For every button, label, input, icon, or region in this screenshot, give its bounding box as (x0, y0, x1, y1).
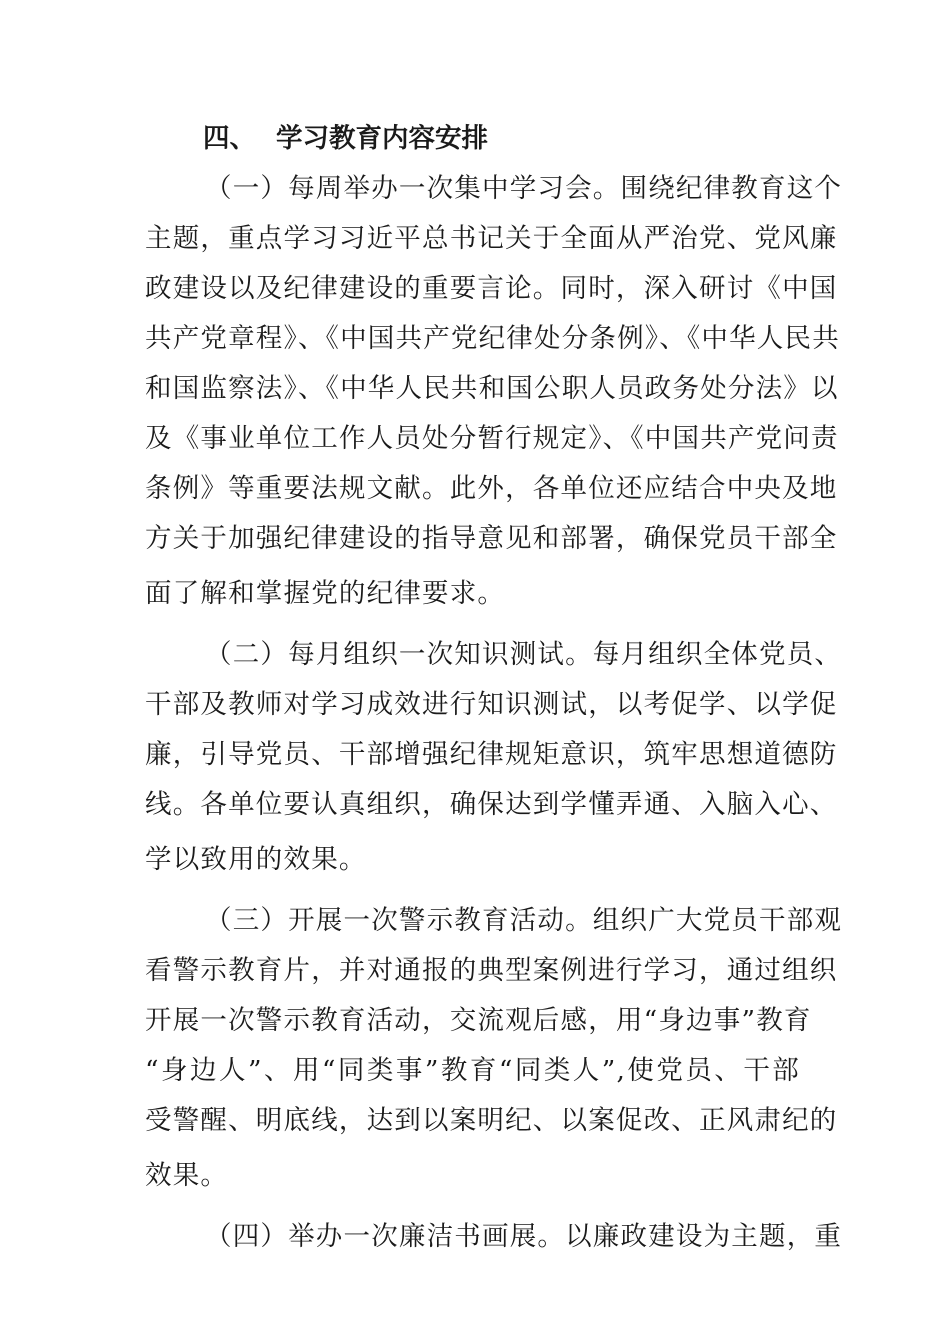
paragraph-3-line-3: 开展一次警示教育活动，交流观后感，用“身边事”教育 (145, 1005, 812, 1036)
paragraph-3-line-4: “身边人”、用“同类事”教育“同类人”,使党员、干部 (145, 1055, 800, 1086)
paragraph-1-line-1: （一）每周举办一次集中学习会。围绕纪律教育这个 (205, 173, 843, 204)
section-number: 四、 (203, 123, 256, 154)
paragraph-4-line-1: （四）举办一次廉洁书画展。以廉政建设为主题，重 (205, 1221, 843, 1252)
paragraph-1-line-6: 及《事业单位工作人员处分暂行规定》、《中国共产党问责 (145, 423, 839, 454)
paragraph-3-line-2: 看警示教育片，并对通报的典型案例进行学习，通过组织 (145, 955, 838, 986)
paragraph-3-line-1: （三）开展一次警示教育活动。组织广大党员干部观 (205, 905, 843, 936)
paragraph-1-line-8: 方关于加强纪律建设的指导意见和部署，确保党员干部全 (145, 523, 838, 554)
paragraph-2-line-2: 干部及教师对学习成效进行知识测试，以考促学、以学促 (145, 689, 838, 720)
paragraph-1-line-3: 政建设以及纪律建设的重要言论。同时，深入研讨《中国 (145, 273, 838, 304)
paragraph-1-line-4: 共产党章程》、《中国共产党纪律处分条例》、《中华人民共 (145, 323, 840, 354)
section-title: 学习教育内容安排 (276, 123, 488, 154)
paragraph-3-line-6: 效果。 (145, 1160, 229, 1191)
paragraph-3-line-5: 受警醒、明底线，达到以案明纪、以案促改、正风肃纪的 (145, 1105, 838, 1136)
section-heading (203, 119, 488, 159)
paragraph-2-line-3: 廉，引导党员、干部增强纪律规矩意识，筑牢思想道德防 (145, 739, 838, 770)
paragraph-2-line-4: 线。各单位要认真组织，确保达到学懂弄通、入脑入心、 (145, 789, 838, 820)
paragraph-1-line-2: 主题，重点学习习近平总书记关于全面从严治党、党风廉 (145, 223, 838, 254)
paragraph-2-line-1: （二）每月组织一次知识测试。每月组织全体党员、 (205, 639, 843, 670)
paragraph-1-line-7: 条例》等重要法规文献。此外，各单位还应结合中央及地 (145, 473, 838, 504)
paragraph-2-line-5: 学以致用的效果。 (145, 844, 367, 875)
paragraph-1-line-9: 面了解和掌握党的纪律要求。 (145, 578, 506, 609)
paragraph-1-line-5: 和国监察法》、《中华人民共和国公职人员政务处分法》以 (145, 373, 839, 404)
